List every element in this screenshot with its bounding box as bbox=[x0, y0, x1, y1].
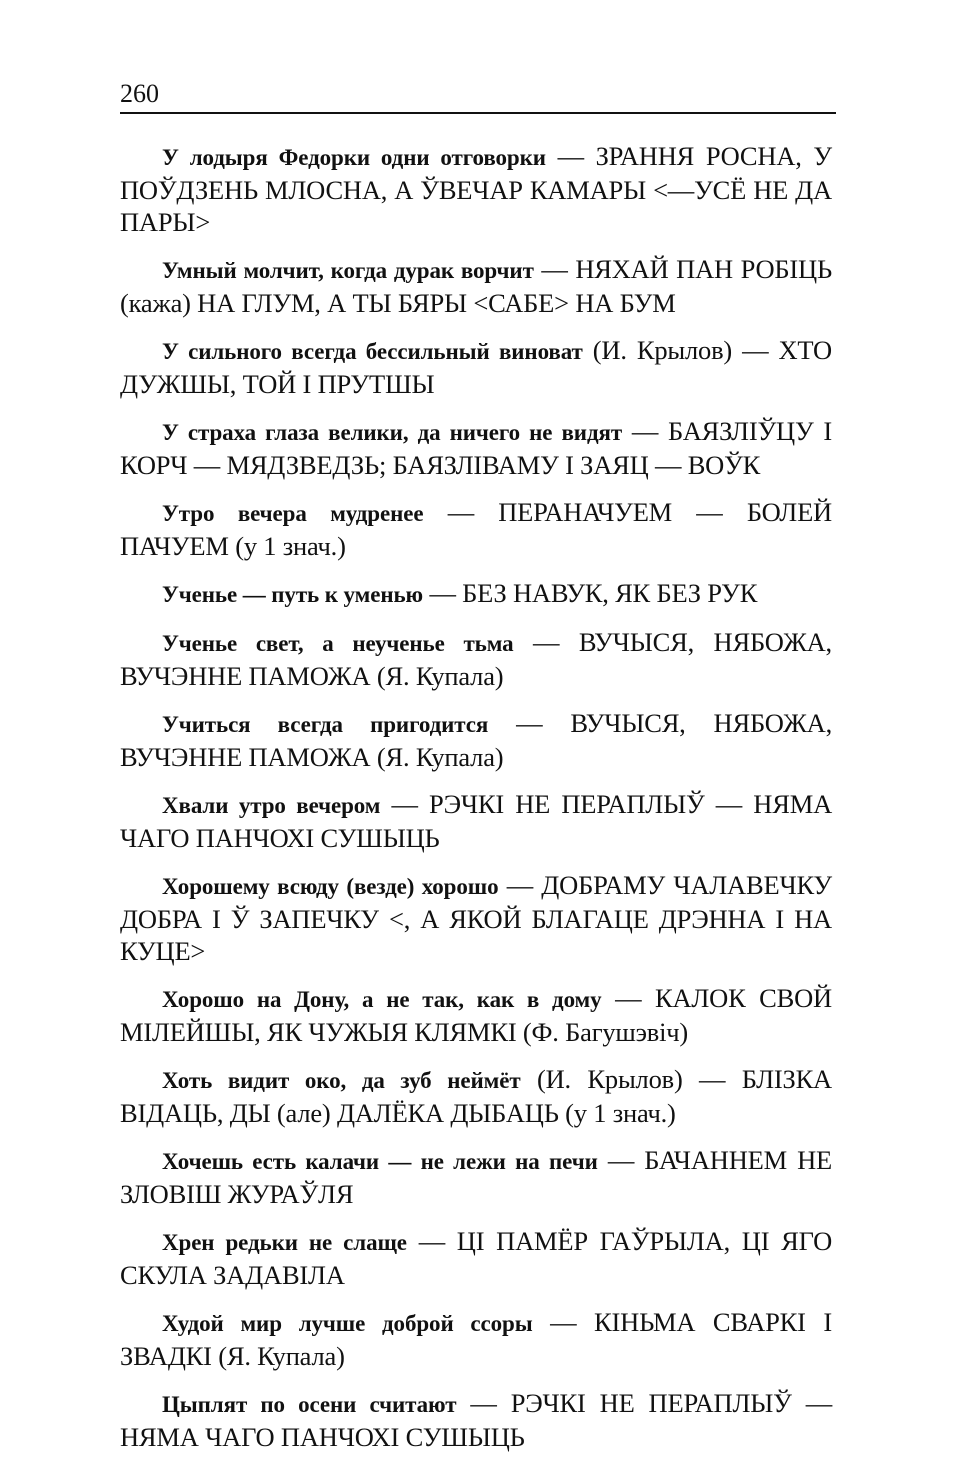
russian-proverb: Хрен редьки не слаще bbox=[162, 1230, 407, 1255]
page-number: 260 bbox=[120, 79, 159, 108]
belarusian-equivalent: (И. Крылов) — ХТО ДУЖШЫ, ТОЙ І ПРУТШЫ bbox=[120, 335, 832, 399]
russian-proverb: Хорошо на Дону, а не так, как в дому bbox=[162, 987, 602, 1012]
belarusian-equivalent: — ДОБРАМУ ЧАЛАВЕЧКУ ДОБРА І Ў ЗАПЕЧКУ <, А ЯКОЙ БЛАГАЦЕ ДРЭННА І НА КУЦЕ> bbox=[120, 870, 832, 966]
proverb-entry bbox=[120, 415, 832, 481]
proverb-entry bbox=[120, 334, 832, 400]
russian-proverb: Ученье свет, а неученье тьма bbox=[162, 631, 514, 656]
russian-proverb: Хвали утро вечером bbox=[162, 793, 381, 818]
belarusian-equivalent: — БАЧАННЕМ НЕ ЗЛОВІШ ЖУРАЎЛЯ bbox=[120, 1145, 833, 1209]
proverb-entry bbox=[120, 1306, 832, 1372]
russian-proverb: Цыплят по осени считают bbox=[162, 1392, 457, 1417]
proverb-entry bbox=[120, 577, 832, 611]
russian-proverb: Хоть видит око, да зуб неймёт bbox=[162, 1068, 521, 1093]
russian-proverb: Хорошему всюду (везде) хорошо bbox=[162, 874, 499, 899]
proverb-entry bbox=[120, 869, 832, 967]
proverb-entry bbox=[120, 1144, 832, 1210]
belarusian-equivalent: (И. Крылов) — БЛІЗКА ВІДАЦЬ, ДЫ (але) ДАЛЁКА ДЫБАЦЬ (у 1 знач.) bbox=[120, 1064, 832, 1128]
russian-proverb: У сильного всегда бессильный виноват bbox=[162, 339, 583, 364]
russian-proverb: Ученье — путь к уменью bbox=[162, 582, 424, 607]
russian-proverb: У лодыря Федорки одни отговорки bbox=[162, 145, 546, 170]
belarusian-equivalent: — РЭЧКІ НЕ ПЕРАПЛЫЎ — НЯМА ЧАГО ПАНЧОХІ СУШЫЦЬ bbox=[120, 1388, 832, 1452]
header-rule bbox=[120, 112, 836, 114]
proverb-entry bbox=[120, 1225, 832, 1291]
russian-proverb: У страха глаза велики, да ничего не видят bbox=[162, 420, 623, 445]
belarusian-equivalent: — ПЕРАНАЧУЕМ — БОЛЕЙ ПАЧУЕМ (у 1 знач.) bbox=[120, 497, 832, 561]
proverb-entry bbox=[120, 496, 832, 562]
belarusian-equivalent: — ЦІ ПАМЁР ГАЎРЫЛА, ЦІ ЯГО СКУЛА ЗАДАВІЛА bbox=[120, 1226, 833, 1290]
belarusian-equivalent: — КАЛОК СВОЙ МІЛЕЙШЫ, ЯК ЧУЖЫЯ КЛЯМКІ (Ф. Багушэвіч) bbox=[120, 983, 832, 1047]
proverb-entry bbox=[120, 788, 832, 854]
russian-proverb: Худой мир лучше доброй ссоры bbox=[162, 1311, 533, 1336]
belarusian-equivalent: — БАЯЗЛІЎЦУ І КОРЧ — МЯДЗВЕДЗЬ; БАЯЗЛІВАМУ І ЗАЯЦ — ВОЎК bbox=[120, 416, 832, 480]
proverb-entry bbox=[120, 982, 832, 1048]
proverb-entry bbox=[120, 1387, 832, 1453]
proverb-entry bbox=[120, 253, 832, 319]
proverb-entry bbox=[120, 626, 832, 692]
belarusian-equivalent: — РЭЧКІ НЕ ПЕРАПЛЫЎ — НЯМА ЧАГО ПАНЧОХІ СУШЫЦЬ bbox=[120, 789, 833, 853]
russian-proverb: Хочешь есть калачи — не лежи на печи bbox=[162, 1149, 598, 1174]
proverb-entry bbox=[120, 707, 832, 773]
belarusian-equivalent: — БЕЗ НАВУК, ЯК БЕЗ РУК bbox=[423, 578, 758, 608]
russian-proverb: Учиться всегда пригодится bbox=[162, 712, 489, 737]
belarusian-equivalent: — НЯХАЙ ПАН РОБІЦЬ (кажа) НА ГЛУМ, А ТЫ БЯРЫ <САБЕ> НА БУМ bbox=[120, 254, 832, 318]
proverb-entry bbox=[120, 1063, 832, 1129]
belarusian-equivalent: — ВУЧЫСЯ, НЯБОЖА, ВУЧЭННЕ ПАМОЖА (Я. Купала) bbox=[120, 627, 832, 691]
belarusian-equivalent: — КІНЬМА СВАРКІ І ЗВАДКІ (Я. Купала) bbox=[120, 1307, 832, 1371]
belarusian-equivalent: — ЗРАННЯ РОСНА, У ПОЎДЗЕНЬ МЛОСНА, А ЎВЕЧАР КАМАРЫ <—УСЁ НЕ ДА ПАРЫ> bbox=[120, 141, 832, 237]
belarusian-equivalent: — ВУЧЫСЯ, НЯБОЖА, ВУЧЭННЕ ПАМОЖА (Я. Купала) bbox=[120, 708, 832, 772]
proverb-entry bbox=[120, 140, 832, 238]
russian-proverb: Умный молчит, когда дурак ворчит bbox=[162, 258, 534, 283]
proverb-list bbox=[120, 140, 832, 1468]
russian-proverb: Утро вечера мудренее bbox=[162, 501, 424, 526]
